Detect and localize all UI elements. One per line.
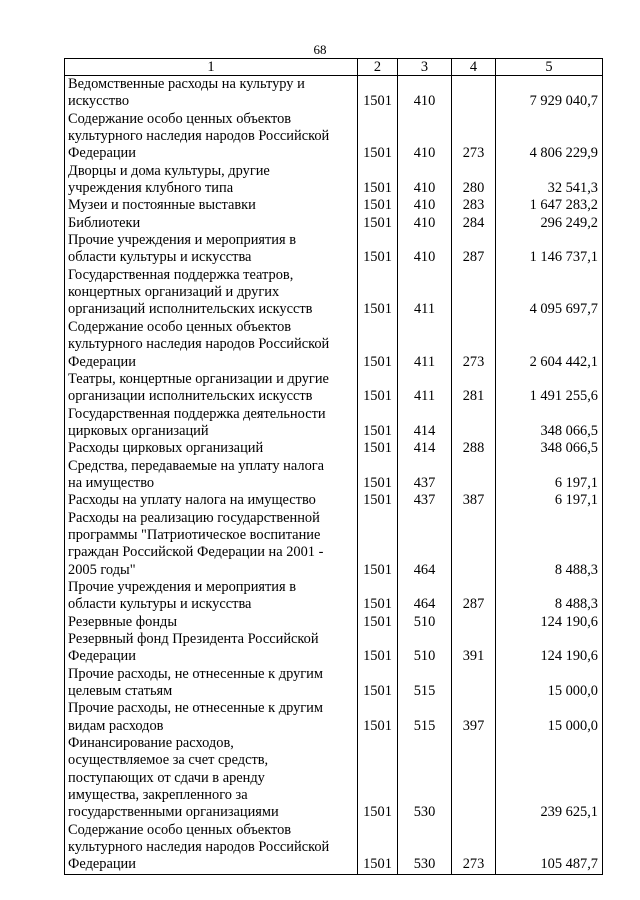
item-name-line: видам расходов (68, 717, 164, 734)
item-name-cell (65, 631, 358, 666)
section-code-cell: 1501 (358, 371, 398, 406)
item-name-cell (65, 666, 358, 701)
item-name-line: Содержание особо ценных объектов (68, 318, 292, 335)
table-row (65, 614, 603, 631)
header-col-1: 1 (65, 59, 358, 76)
table-row (65, 822, 603, 875)
item-name-line: поступающих от сдачи в аренду (68, 769, 265, 786)
target-article-cell: 414 (398, 440, 452, 457)
amount-cell: 8 488,3 (496, 510, 603, 579)
target-article-cell: 414 (398, 406, 452, 441)
table-row (65, 232, 603, 267)
item-name-line: области культуры и искусства (68, 249, 252, 266)
item-name-line: искусство (68, 93, 130, 110)
expense-type-cell: 281 (452, 371, 496, 406)
target-article-cell: 410 (398, 232, 452, 267)
header-col-5: 5 (496, 59, 603, 76)
item-name-line: Расходы на уплату налога на имущество (68, 492, 316, 509)
section-code-cell: 1501 (358, 111, 398, 163)
item-name-cell (65, 822, 358, 875)
target-article-cell: 411 (398, 319, 452, 371)
item-name-cell (65, 440, 358, 457)
section-code-cell: 1501 (358, 735, 398, 822)
target-article-cell: 410 (398, 76, 452, 111)
item-name-line: культурного наследия народов Российской (68, 839, 330, 856)
expense-type-cell (452, 735, 496, 822)
item-name-line: организаций исполнительских искусств (68, 301, 313, 318)
item-name-line: культурного наследия народов Российской (68, 336, 330, 353)
item-name-line: государственными организациями (68, 804, 279, 821)
target-article-cell: 510 (398, 614, 452, 631)
item-name-cell (65, 492, 358, 509)
item-name-line: Содержание особо ценных объектов (68, 821, 292, 838)
section-code-cell: 1501 (358, 406, 398, 441)
table-row (65, 510, 603, 579)
table-row (65, 666, 603, 701)
header-col-4: 4 (452, 59, 496, 76)
item-name-line: Расходы цирковых организаций (68, 440, 264, 457)
section-code-cell: 1501 (358, 267, 398, 319)
table-row (65, 579, 603, 614)
item-name-cell (65, 111, 358, 163)
expense-type-cell: 280 (452, 163, 496, 198)
table-row (65, 458, 603, 493)
section-code-cell: 1501 (358, 458, 398, 493)
expense-type-cell: 391 (452, 631, 496, 666)
section-code-cell: 1501 (358, 631, 398, 666)
table-row (65, 492, 603, 509)
expense-type-cell: 273 (452, 822, 496, 875)
expense-type-cell: 287 (452, 232, 496, 267)
expense-type-cell: 397 (452, 700, 496, 735)
item-name-line: Прочие расходы, не отнесенные к другим (68, 700, 323, 717)
item-name-line: Театры, концертные организации и другие (68, 370, 329, 387)
item-name-cell (65, 163, 358, 198)
item-name-cell (65, 579, 358, 614)
amount-cell: 1 146 737,1 (496, 232, 603, 267)
item-name-line: Средства, передаваемые на уплату налога (68, 457, 325, 474)
item-name-line: Ведомственные расходы на культуру и (68, 76, 305, 92)
section-code-cell: 1501 (358, 197, 398, 214)
item-name-line: Музеи и постоянные выставки (68, 197, 256, 214)
item-name-cell (65, 197, 358, 214)
target-article-cell: 410 (398, 163, 452, 198)
target-article-cell: 464 (398, 579, 452, 614)
table-header-row (65, 59, 603, 76)
section-code-cell: 1501 (358, 76, 398, 111)
item-name-cell (65, 371, 358, 406)
table-row (65, 76, 603, 111)
item-name-line: культурного наследия народов Российской (68, 128, 330, 145)
item-name-line: Государственная поддержка деятельности (68, 405, 326, 422)
expense-type-cell (452, 76, 496, 111)
amount-cell: 6 197,1 (496, 492, 603, 509)
item-name-cell (65, 76, 358, 111)
item-name-cell (65, 614, 358, 631)
item-name-line: Федерации (68, 145, 136, 162)
target-article-cell: 411 (398, 267, 452, 319)
section-code-cell: 1501 (358, 579, 398, 614)
item-name-line: Государственная поддержка театров, (68, 266, 294, 283)
budget-table (64, 58, 603, 875)
section-code-cell: 1501 (358, 666, 398, 701)
target-article-cell: 464 (398, 510, 452, 579)
amount-cell: 348 066,5 (496, 406, 603, 441)
expense-type-cell: 288 (452, 440, 496, 457)
table-row (65, 440, 603, 457)
table-row (65, 215, 603, 232)
target-article-cell: 410 (398, 111, 452, 163)
item-name-line: Библиотеки (68, 214, 141, 231)
item-name-line: учреждения клубного типа (68, 180, 234, 197)
page-number: 68 (313, 42, 327, 57)
table-body (65, 76, 603, 875)
item-name-line: Прочие расходы, не отнесенные к другим (68, 665, 323, 682)
amount-cell: 296 249,2 (496, 215, 603, 232)
item-name-line: концертных организаций и других (68, 284, 280, 301)
item-name-line: Расходы на реализацию государственной (68, 509, 320, 526)
section-code-cell: 1501 (358, 319, 398, 371)
item-name-line: Резервный фонд Президента Российской (68, 631, 319, 647)
table-row (65, 163, 603, 198)
amount-cell: 8 488,3 (496, 579, 603, 614)
item-name-cell (65, 232, 358, 267)
amount-cell: 1 647 283,2 (496, 197, 603, 214)
section-code-cell: 1501 (358, 492, 398, 509)
item-name-cell (65, 319, 358, 371)
item-name-line: имущества, закрепленного за (68, 787, 248, 804)
item-name-line: Финансирование расходов, (68, 735, 234, 752)
target-article-cell: 530 (398, 735, 452, 822)
item-name-line: Федерации (68, 856, 136, 873)
item-name-cell (65, 458, 358, 493)
item-name-line: Федерации (68, 648, 136, 665)
table-row (65, 406, 603, 441)
amount-cell: 15 000,0 (496, 700, 603, 735)
section-code-cell: 1501 (358, 510, 398, 579)
target-article-cell: 437 (398, 492, 452, 509)
item-name-line: Федерации (68, 353, 136, 370)
section-code-cell: 1501 (358, 614, 398, 631)
expense-type-cell (452, 510, 496, 579)
amount-cell: 105 487,7 (496, 822, 603, 875)
section-code-cell: 1501 (358, 700, 398, 735)
amount-cell: 2 604 442,1 (496, 319, 603, 371)
target-article-cell: 410 (398, 215, 452, 232)
item-name-line: Содержание особо ценных объектов (68, 110, 292, 127)
target-article-cell: 411 (398, 371, 452, 406)
item-name-cell (65, 267, 358, 319)
amount-cell: 124 190,6 (496, 631, 603, 666)
amount-cell: 239 625,1 (496, 735, 603, 822)
table-row (65, 319, 603, 371)
amount-cell: 124 190,6 (496, 614, 603, 631)
item-name-line: организации исполнительских искусств (68, 388, 313, 405)
expense-type-cell: 287 (452, 579, 496, 614)
section-code-cell: 1501 (358, 440, 398, 457)
target-article-cell: 530 (398, 822, 452, 875)
table-row (65, 111, 603, 163)
header-col-2: 2 (358, 59, 398, 76)
table-row (65, 267, 603, 319)
target-article-cell: 410 (398, 197, 452, 214)
section-code-cell: 1501 (358, 822, 398, 875)
expense-type-cell: 273 (452, 111, 496, 163)
item-name-cell (65, 700, 358, 735)
expense-type-cell: 284 (452, 215, 496, 232)
target-article-cell: 515 (398, 666, 452, 701)
item-name-line: 2005 годы" (68, 561, 136, 578)
amount-cell: 7 929 040,7 (496, 76, 603, 111)
section-code-cell: 1501 (358, 232, 398, 267)
item-name-line: Резервные фонды (68, 613, 178, 630)
amount-cell: 6 197,1 (496, 458, 603, 493)
item-name-line: Дворцы и дома культуры, другие (68, 162, 270, 179)
expense-type-cell: 283 (452, 197, 496, 214)
item-name-line: на имущество (68, 474, 155, 491)
table-row (65, 371, 603, 406)
item-name-line: целевым статьям (68, 683, 173, 700)
expense-type-cell (452, 614, 496, 631)
section-code-cell: 1501 (358, 163, 398, 198)
expense-type-cell: 273 (452, 319, 496, 371)
item-name-cell (65, 406, 358, 441)
item-name-line: области культуры и искусства (68, 596, 252, 613)
table-row (65, 631, 603, 666)
item-name-line: программы "Патриотическое воспитание (68, 526, 321, 543)
item-name-line: осуществляемое за счет средств, (68, 752, 269, 769)
table-row (65, 735, 603, 822)
amount-cell: 348 066,5 (496, 440, 603, 457)
expense-type-cell (452, 666, 496, 701)
amount-cell: 4 806 229,9 (496, 111, 603, 163)
amount-cell: 15 000,0 (496, 666, 603, 701)
expense-type-cell (452, 406, 496, 441)
table-row (65, 700, 603, 735)
amount-cell: 4 095 697,7 (496, 267, 603, 319)
item-name-line: Прочие учреждения и мероприятия в (68, 232, 297, 249)
target-article-cell: 437 (398, 458, 452, 493)
header-col-3: 3 (398, 59, 452, 76)
item-name-cell (65, 215, 358, 232)
item-name-line: граждан Российской Федерации на 2001 - (68, 544, 324, 561)
target-article-cell: 515 (398, 700, 452, 735)
section-code-cell: 1501 (358, 215, 398, 232)
target-article-cell: 510 (398, 631, 452, 666)
item-name-cell (65, 510, 358, 579)
amount-cell: 1 491 255,6 (496, 371, 603, 406)
expense-type-cell (452, 267, 496, 319)
amount-cell: 32 541,3 (496, 163, 603, 198)
expense-type-cell: 387 (452, 492, 496, 509)
table-row (65, 197, 603, 214)
item-name-cell (65, 735, 358, 822)
item-name-line: Прочие учреждения и мероприятия в (68, 578, 297, 595)
expense-type-cell (452, 458, 496, 493)
item-name-line: цирковых организаций (68, 422, 209, 439)
